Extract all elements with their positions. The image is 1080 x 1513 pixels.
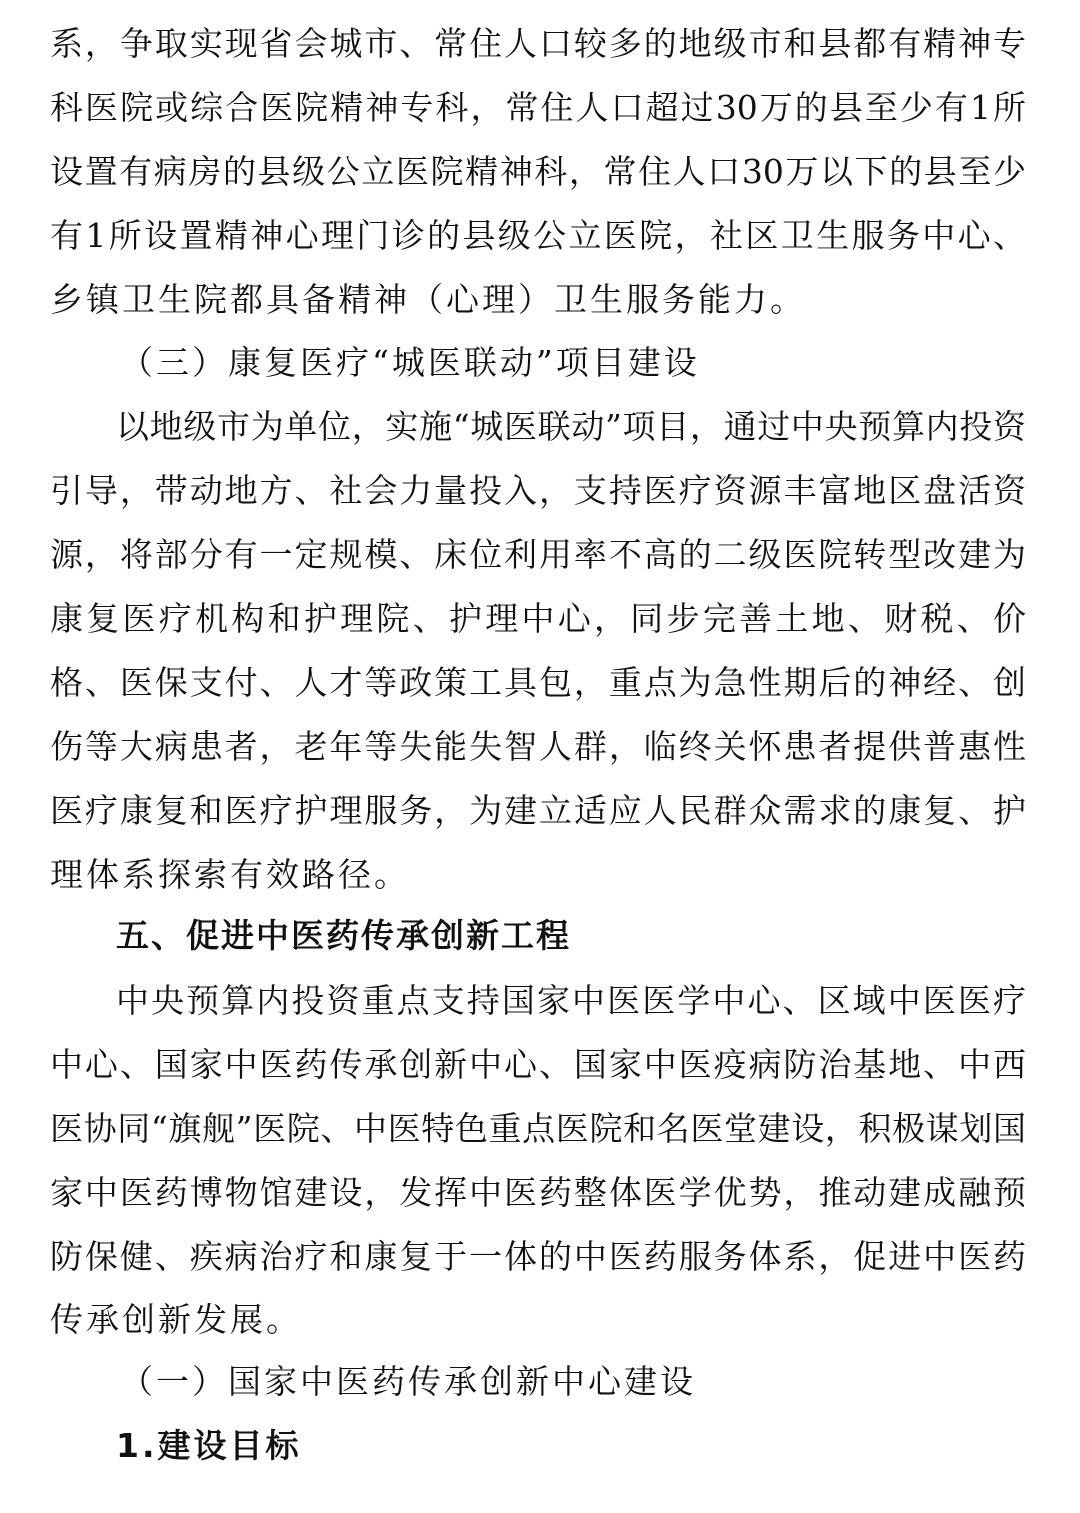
subsection-heading: （一）国家中医药传承创新中心建设 <box>120 1362 696 1401</box>
paragraph-line: 以地级市为单位，实施“城医联动”项目，通过中央预算内投资 <box>116 407 1026 446</box>
paragraph-line: 伤等大病患者，老年等失能失智人群，临终关怀患者提供普惠性 <box>50 727 1026 766</box>
paragraph-line: 设置有病房的县级公立医院精神科，常住人口30万以下的县至少 <box>50 152 1026 191</box>
paragraph-line: 系，争取实现省会城市、常住人口较多的地级市和县都有精神专 <box>50 24 1026 63</box>
numbered-item: 1.建设目标 <box>116 1426 302 1465</box>
paragraph-line: 理体系探索有效路径。 <box>50 855 410 894</box>
paragraph-line: 家中医药博物馆建设，发挥中医药整体医学优势，推动建成融预 <box>50 1173 1026 1212</box>
paragraph-line: 中心、国家中医药传承创新中心、国家中医疫病防治基地、中西 <box>50 1045 1026 1084</box>
paragraph-line: 科医院或综合医院精神专科，常住人口超过30万的县至少有1所 <box>50 88 1026 127</box>
paragraph-line: 医协同“旗舰”医院、中医特色重点医院和名医堂建设，积极谋划国 <box>50 1109 1026 1148</box>
paragraph-line: 医疗康复和医疗护理服务，为建立适应人民群众需求的康复、护 <box>50 791 1026 830</box>
paragraph-line: 中央预算内投资重点支持国家中医医学中心、区域中医医疗 <box>116 981 1026 1020</box>
paragraph-line: 乡镇卫生院都具备精神（心理）卫生服务能力。 <box>50 280 806 319</box>
paragraph-line: 防保健、疾病治疗和康复于一体的中医药服务体系，促进中医药 <box>50 1237 1026 1276</box>
paragraph-line: 源，将部分有一定规模、床位利用率不高的二级医院转型改建为 <box>50 535 1026 574</box>
paragraph-line: 传承创新发展。 <box>50 1300 302 1339</box>
paragraph-line: 有1所设置精神心理门诊的县级公立医院，社区卫生服务中心、 <box>50 216 1026 255</box>
paragraph-line: 格、医保支付、人才等政策工具包，重点为急性期后的神经、创 <box>50 663 1026 702</box>
section-heading: 五、促进中医药传承创新工程 <box>116 916 571 955</box>
paragraph-line: 引导，带动地方、社会力量投入，支持医疗资源丰富地区盘活资 <box>50 471 1026 510</box>
paragraph-line: 康复医疗机构和护理院、护理中心，同步完善土地、财税、价 <box>50 599 1026 638</box>
subsection-heading: （三）康复医疗“城医联动”项目建设 <box>120 343 700 382</box>
